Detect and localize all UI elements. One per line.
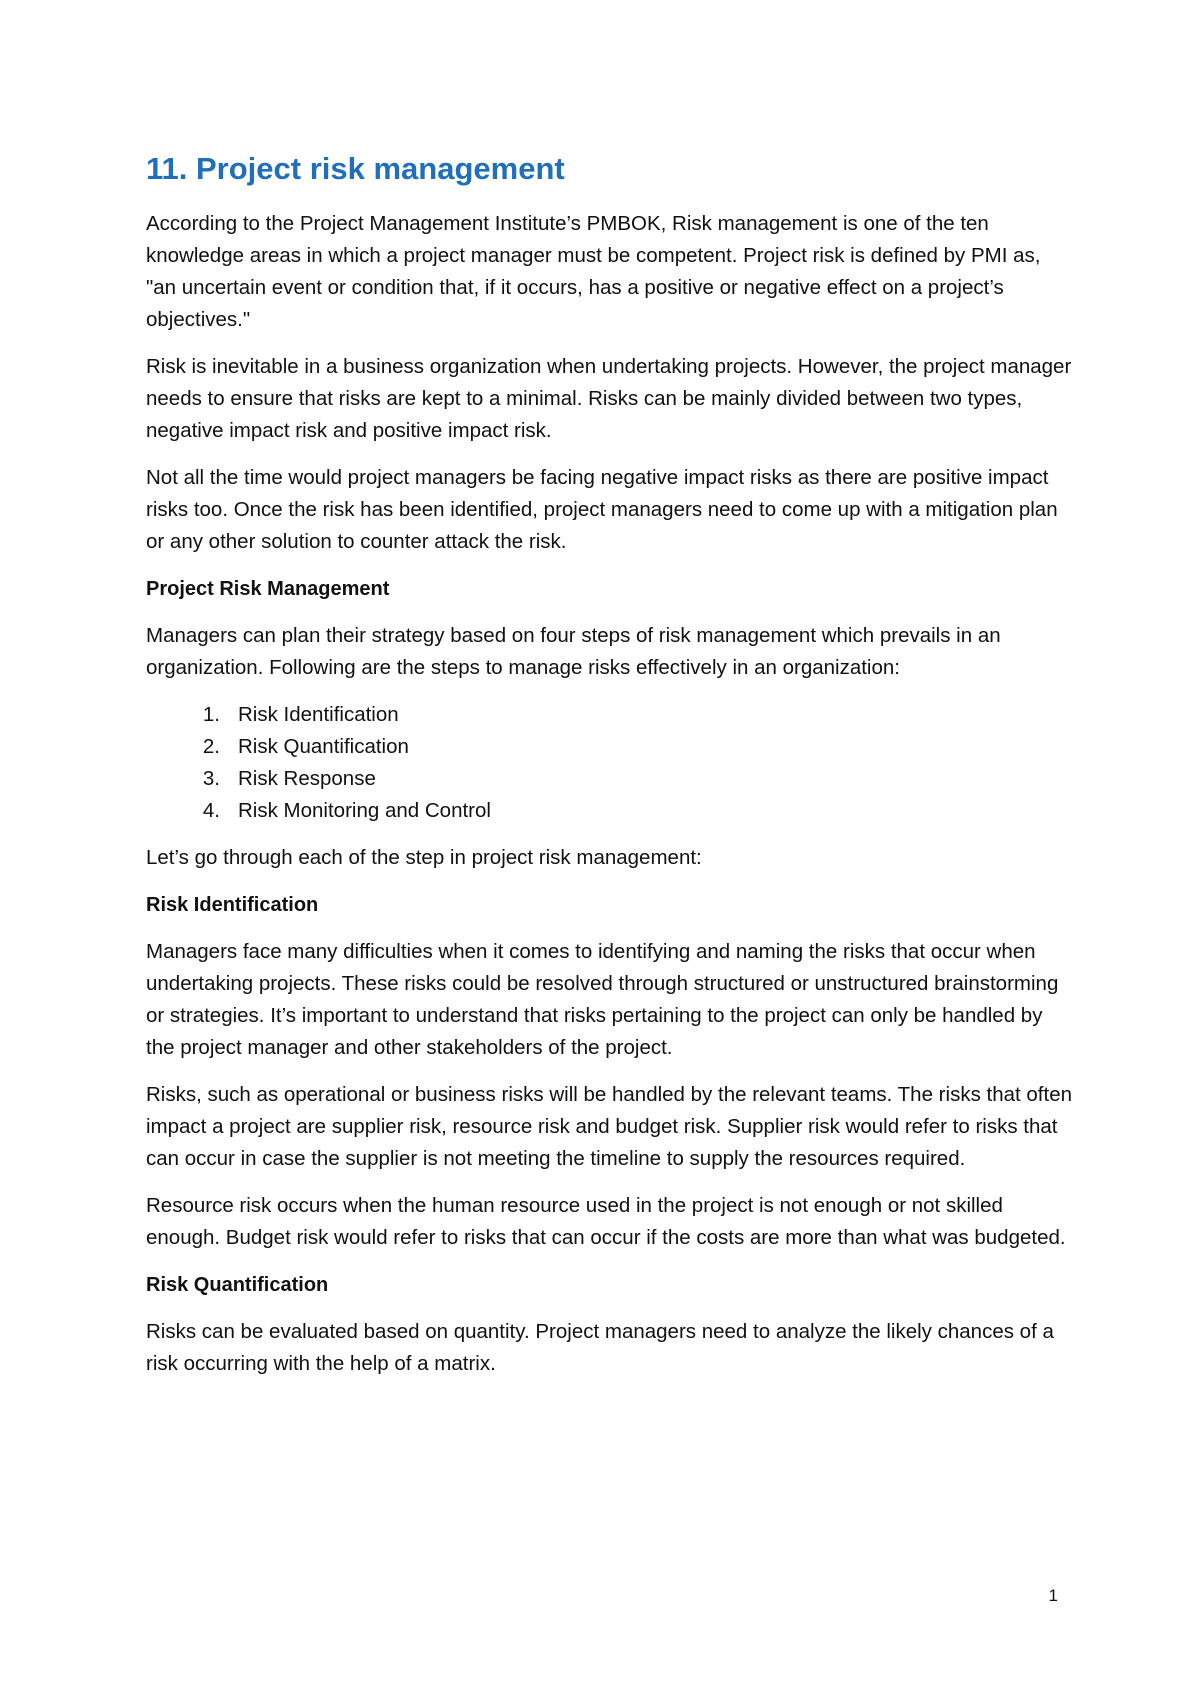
paragraph-risk-inevitable: Risk is inevitable in a business organization when undertaking projects. However, the project manager needs to ensure that risks are kept to a minimal. Risks can be mainly divided between two types, negative impact risk and positive impact risk. [146,355,1072,442]
paragraph-quantification: Risks can be evaluated based on quantity. Project managers need to analyze the likely chances of a risk occurring with the help of a matrix. [146,1320,1054,1375]
list-item-text: Risk Response [238,767,376,790]
paragraph-four-steps: Managers can plan their strategy based on four steps of risk management which prevails in an organization. Following are the steps to manage risks effectively in an organization: [146,624,1001,679]
list-item-text: Risk Quantification [238,735,409,758]
list-item [146,731,1076,763]
list-item-number: 2. [202,735,220,758]
paragraph-resource-risk: Resource risk occurs when the human resource used in the project is not enough or not skilled enough. Budget risk would refer to risks that can occur if the costs are more than what was budgeted. [146,1194,1066,1249]
paragraph-operational-risks: Risks, such as operational or business risks will be handled by the relevant teams. The risks that often impact a project are supplier risk, resource risk and budget risk. Supplier risk would refer to risks that can occur in case the supplier is not meeting the timeline to supply the resources required. [146,1083,1072,1170]
list-item [146,699,1076,731]
list-item [146,763,1076,795]
page-number: 1 [1048,1586,1058,1605]
heading-risk-quantification: Risk Quantification [146,1274,329,1296]
list-item [146,795,1076,827]
paragraph-positive-impact: Not all the time would project managers be facing negative impact risks as there are positive impact risks too. Once the risk has been identified, project managers need to come up with a mitigation plan or any other solution to counter attack the risk. [146,466,1058,553]
list-item-number: 1. [202,703,220,726]
paragraph-intro-pmbok: According to the Project Management Institute’s PMBOK, Risk management is one of the ten knowledge areas in which a project manager must be competent. Project risk is defined by PMI as, "an uncertain event or condition that, if it occurs, has a positive or negative effect on a project’s objectives." [146,212,1041,331]
list-item-number: 4. [202,799,220,822]
steps-list [146,699,1076,827]
page-content [146,146,1076,1395]
heading-risk-identification: Risk Identification [146,894,319,916]
paragraph-identification-difficulties: Managers face many difficulties when it comes to identifying and naming the risks that occur when undertaking projects. These risks could be resolved through structured or unstructured brainstorming or strategies. It’s important to understand that risks pertaining to the project can only be handled by the project manager and other stakeholders of the project. [146,940,1059,1059]
paragraph-lets-go-through: Let’s go through each of the step in project risk management: [146,846,702,869]
list-item-text: Risk Monitoring and Control [238,799,491,822]
heading-project-risk-management: Project Risk Management [146,578,390,600]
page-title: 11. Project risk management [146,151,565,186]
list-item-number: 3. [202,767,220,790]
list-item-text: Risk Identification [238,703,399,726]
